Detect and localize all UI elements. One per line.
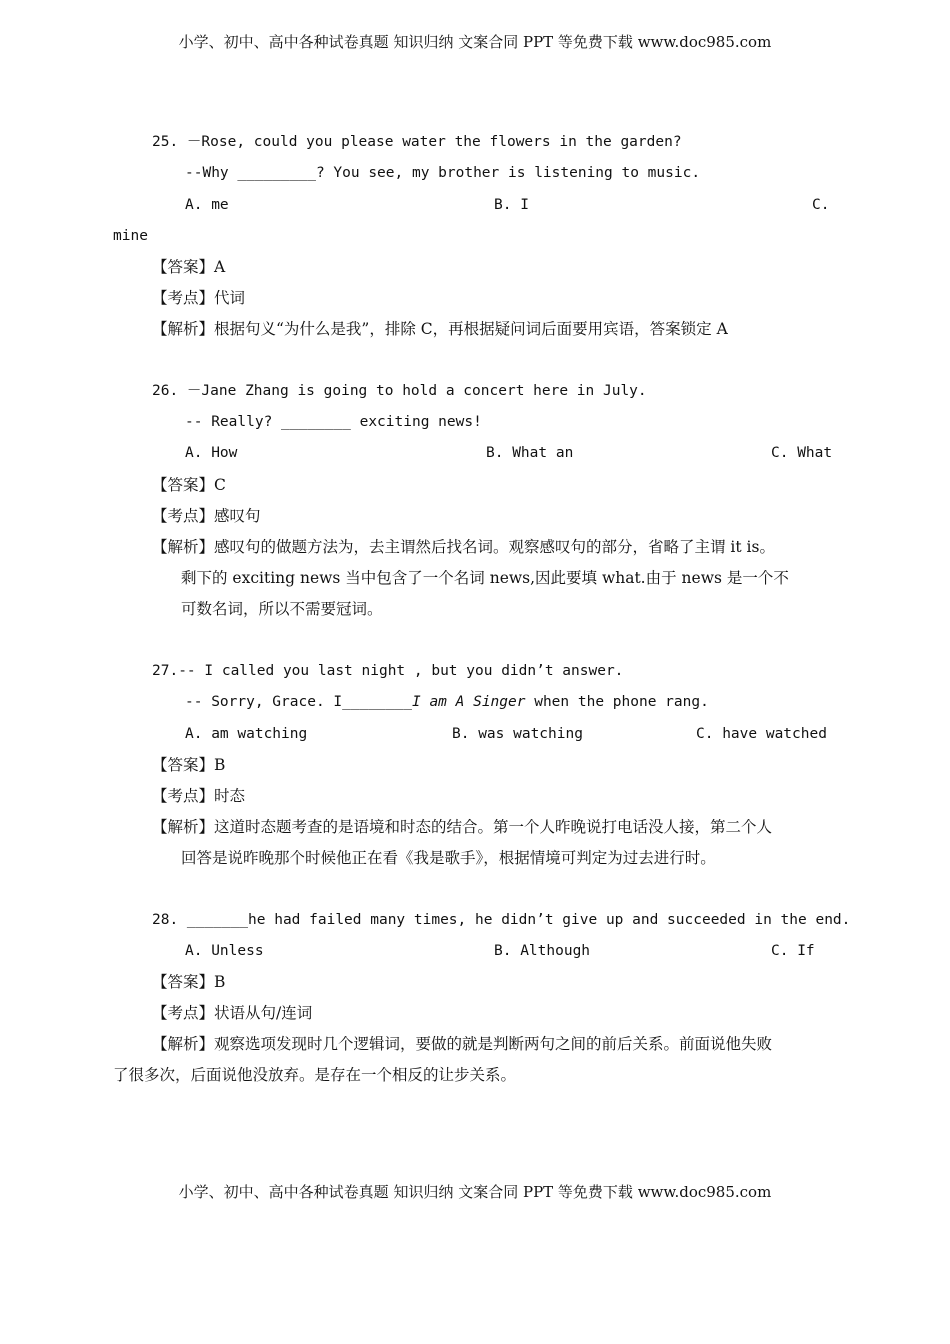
q26-analysis-2: 剩下的 exciting news 当中包含了一个名词 news,因此要填 what.由于 news 是一个不 <box>181 569 789 587</box>
q28-option-a: A. Unless <box>185 943 264 959</box>
q26-analysis-1: 【解析】感叹句的做题方法为，去主谓然后找名词。观察感叹句的部分，省略了主谓 it is。 <box>152 538 775 556</box>
q28-option-b: B. Although <box>494 943 591 959</box>
q28-point: 【考点】状语从句/连词 <box>152 1004 313 1022</box>
q25-option-c-wrap: mine <box>113 228 148 244</box>
q26-analysis-3: 可数名词，所以不需要冠词。 <box>181 600 383 618</box>
q27-point: 【考点】时态 <box>152 787 246 805</box>
q27-option-a: A. am watching <box>185 726 308 742</box>
q25-analysis: 【解析】根据句义“为什么是我”，排除 C，再根据疑问词后面要用宾语，答案锁定 A <box>152 320 728 338</box>
q25-answer: 【答案】A <box>152 258 226 276</box>
q26-option-c: C. What <box>771 445 833 461</box>
page-footer: 小学、初中、高中各种试卷真题 知识归纳 文案合同 PPT 等免费下载 www.doc985.com <box>178 1183 772 1201</box>
q25-question: 25. －Rose, could you please water the flowers in the garden? <box>152 134 682 150</box>
q27-option-c: C. have watched <box>696 726 827 742</box>
q27-reply-end: when the phone rang. <box>525 694 709 710</box>
q26-reply: -- Really? ________ exciting news! <box>185 414 482 430</box>
q27-answer: 【答案】B <box>152 756 226 774</box>
q26-answer: 【答案】C <box>152 476 226 494</box>
q25-option-c: C. <box>812 197 830 213</box>
q26-point: 【考点】感叹句 <box>152 507 261 525</box>
q25-point: 【考点】代词 <box>152 289 246 307</box>
q27-analysis-2: 回答是说昨晚那个时候他正在看《我是歌手》，根据情境可判定为过去进行时。 <box>181 849 716 867</box>
q26-option-b: B. What an <box>486 445 574 461</box>
q28-answer: 【答案】B <box>152 973 226 991</box>
q27-analysis-1: 【解析】这道时态题考查的是语境和时态的结合。第一个人昨晚说打电话没人接，第二个人 <box>152 818 773 836</box>
q28-question: 28. _______he had failed many times, he didn’t give up and succeeded in the end. <box>152 912 851 928</box>
page-header: 小学、初中、高中各种试卷真题 知识归纳 文案合同 PPT 等免费下载 www.doc985.com <box>178 33 772 51</box>
q26-option-a: A. How <box>185 445 238 461</box>
q25-reply: --Why _________? You see, my brother is listening to music. <box>185 165 701 181</box>
q28-analysis-2: 了很多次，后面说他没放弃。是存在一个相反的让步关系。 <box>113 1066 517 1084</box>
q27-option-b: B. was watching <box>452 726 583 742</box>
q27-reply <box>185 692 709 712</box>
q27-reply-italic: I am A Singer <box>411 694 526 710</box>
q28-option-c: C. If <box>771 943 815 959</box>
q27-reply-start: -- Sorry, Grace. I________ <box>185 694 412 710</box>
q28-analysis-1: 【解析】观察选项发现时几个逻辑词，要做的就是判断两句之间的前后关系。前面说他失败 <box>152 1035 773 1053</box>
q25-option-a: A. me <box>185 197 229 213</box>
q26-question: 26. －Jane Zhang is going to hold a concert here in July. <box>152 383 647 399</box>
q27-question: 27.-- I called you last night , but you didn’t answer. <box>152 663 624 679</box>
q25-option-b: B. I <box>494 197 529 213</box>
